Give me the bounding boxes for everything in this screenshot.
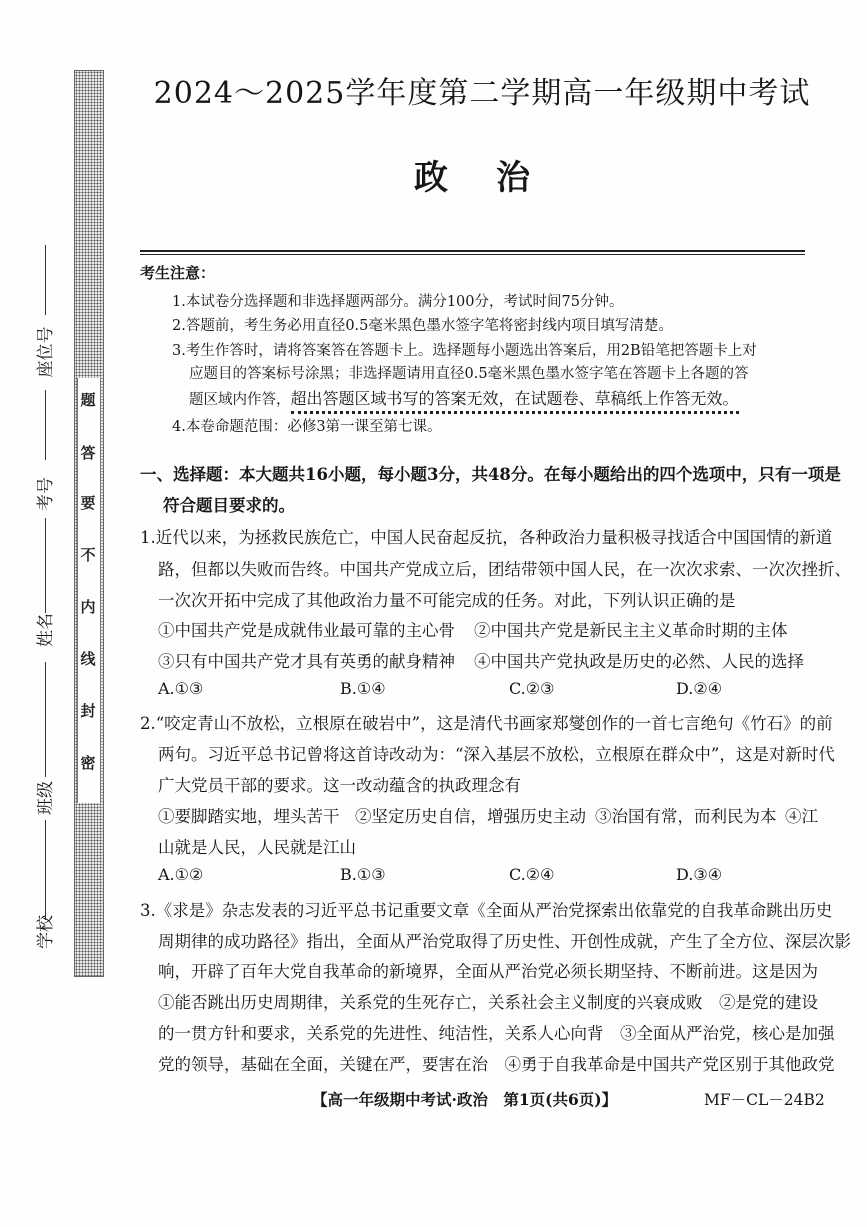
header-rule bbox=[140, 250, 805, 252]
seal-word: 不 bbox=[80, 546, 96, 564]
seal-word: 线 bbox=[80, 650, 96, 668]
notice-item-line5 bbox=[189, 386, 739, 409]
question-3-text: 3.《求是》杂志发表的习近平总书记重要文章《全面从严治党探索出依靠党的自我革命跳出历史 bbox=[140, 901, 833, 920]
seat-number-label: 座位号 bbox=[36, 326, 56, 378]
school-label: 学校 bbox=[36, 915, 56, 949]
paper-code: MF－CL－24B2 bbox=[704, 1091, 825, 1109]
q1-statement: ①中国共产党是成就伟业最可靠的主心骨 bbox=[158, 621, 455, 640]
subject-title: 政治 bbox=[414, 158, 578, 198]
notice-item: 应题目的答案标号涂黑；非选择题请用直径0.5毫米黑色墨水签字笔在答题卡上各题的答 bbox=[189, 366, 749, 382]
page-footer: 【高一年级期中考试·政治 第1页(共6页)】 bbox=[312, 1090, 618, 1109]
notice-item: 3.考生作答时，请将答案答在答题卡上。选择题每小题选出答案后，用2B铅笔把答题卡上对 bbox=[172, 343, 757, 359]
q2-statement: ③治国有常，而利民为本 bbox=[595, 807, 777, 826]
q1-option-c[interactable]: C.②③ bbox=[509, 679, 555, 698]
exam-number-blank[interactable] bbox=[45, 390, 46, 460]
notice-item: 1.本试卷分选择题和非选择题两部分。满分100分，考试时间75分钟。 bbox=[172, 294, 624, 310]
q2-option-a[interactable]: A.①② bbox=[158, 865, 204, 884]
seal-word: 要 bbox=[80, 494, 96, 512]
q2-statement: ①要脚踏实地，埋头苦干 bbox=[158, 807, 340, 826]
question-1-text: 1.近代以来，为拯救民族危亡，中国人民奋起反抗，各种政治力量积极寻找适合中国国情的新道 bbox=[140, 528, 833, 547]
q1-option-b[interactable]: B.①④ bbox=[340, 679, 386, 698]
question-3-text: 党的领导，基础在全面，关键在严，要害在治 ④勇于自我革命是中国共产党区别于其他政党 bbox=[158, 1055, 835, 1074]
question-1-text: 一次次开拓中完成了其他政治力量不可能完成的任务。对此，下列认识正确的是 bbox=[158, 591, 736, 610]
q2-statement: 山就是人民，人民就是江山 bbox=[158, 838, 356, 857]
emphasis-text: 超出答题区域书写的答案无效，在试题卷、草稿纸上作答无效。 bbox=[291, 389, 739, 414]
header-rule-thin bbox=[140, 254, 805, 255]
notice-title: 考生注意： bbox=[140, 264, 216, 282]
exam-number-label: 考号 bbox=[36, 477, 56, 511]
question-3-text: 周期律的成功路径》指出，全面从严治党取得了历史性、开创性成就，产生了全方位、深层次影 bbox=[158, 932, 851, 951]
q2-statement: ④江 bbox=[785, 807, 818, 826]
seal-word: 题 bbox=[80, 391, 96, 409]
seat-number-blank[interactable] bbox=[45, 245, 46, 315]
question-1-text: 路，但都以失败而告终。中国共产党成立后，团结带领中国人民，在一次次求索、一次次挫折、 bbox=[158, 560, 851, 579]
question-3-text: ①能否跳出历史周期律，关系党的生死存亡，关系社会主义制度的兴衰成败 ②是党的建设 bbox=[158, 993, 818, 1012]
seal-word: 答 bbox=[80, 444, 96, 462]
name-label: 姓名 bbox=[36, 613, 56, 647]
question-3-text: 响，开辟了百年大党自我革命的新境界，全面从严治党必须长期坚持、不断前进。这是因为 bbox=[158, 962, 818, 981]
seal-word: 密 bbox=[80, 754, 96, 772]
q1-option-a[interactable]: A.①③ bbox=[158, 679, 204, 698]
seal-line-window bbox=[77, 378, 101, 803]
q2-statement: ②坚定历史自信，增强历史主动 bbox=[355, 807, 586, 826]
q1-option-d[interactable]: D.②④ bbox=[676, 679, 723, 698]
class-blank[interactable] bbox=[45, 662, 46, 777]
notice-item: 2.答题前，考生务必用直径0.5毫米黑色墨水签字笔将密封线内项目填写清楚。 bbox=[172, 318, 673, 334]
exam-title: 2024～2025学年度第二学期高一年级期中考试 bbox=[153, 76, 811, 111]
seal-word: 封 bbox=[80, 702, 96, 720]
q2-option-c[interactable]: C.②④ bbox=[509, 865, 555, 884]
q1-statement: ④中国共产党执政是历史的必然、人民的选择 bbox=[474, 652, 804, 671]
question-3-text: 的一贯方针和要求，关系党的先进性、纯洁性，关系人心向背 ③全面从严治党，核心是加强 bbox=[158, 1024, 835, 1043]
section-heading-cont: 符合题目要求的。 bbox=[163, 496, 295, 515]
section-heading: 一、选择题：本大题共16小题，每小题3分，共48分。在每小题给出的四个选项中，只有一项是 bbox=[140, 465, 841, 484]
question-2-text: 两句。习近平总书记曾将这首诗改动为：“深入基层不放松，立根原在群众中”，这是对新时代 bbox=[158, 745, 835, 764]
question-2-text: 广大党员干部的要求。这一改动蕴含的执政理念有 bbox=[158, 776, 521, 795]
notice-item: 4.本卷命题范围：必修3第一课至第七课。 bbox=[172, 419, 442, 435]
q1-statement: ②中国共产党是新民主主义革命时期的主体 bbox=[474, 621, 788, 640]
question-2-text: 2.“咬定青山不放松，立根原在破岩中”，这是清代书画家郑燮创作的一首七言绝句《竹石》的前 bbox=[140, 714, 833, 733]
class-label: 班级 bbox=[36, 781, 56, 815]
q2-option-b[interactable]: B.①③ bbox=[340, 865, 386, 884]
notice-text: 题区域内作答， bbox=[189, 392, 291, 408]
seal-word: 内 bbox=[80, 598, 96, 616]
q2-option-d[interactable]: D.③④ bbox=[676, 865, 723, 884]
q1-statement: ③只有中国共产党才具有英勇的献身精神 bbox=[158, 652, 455, 671]
